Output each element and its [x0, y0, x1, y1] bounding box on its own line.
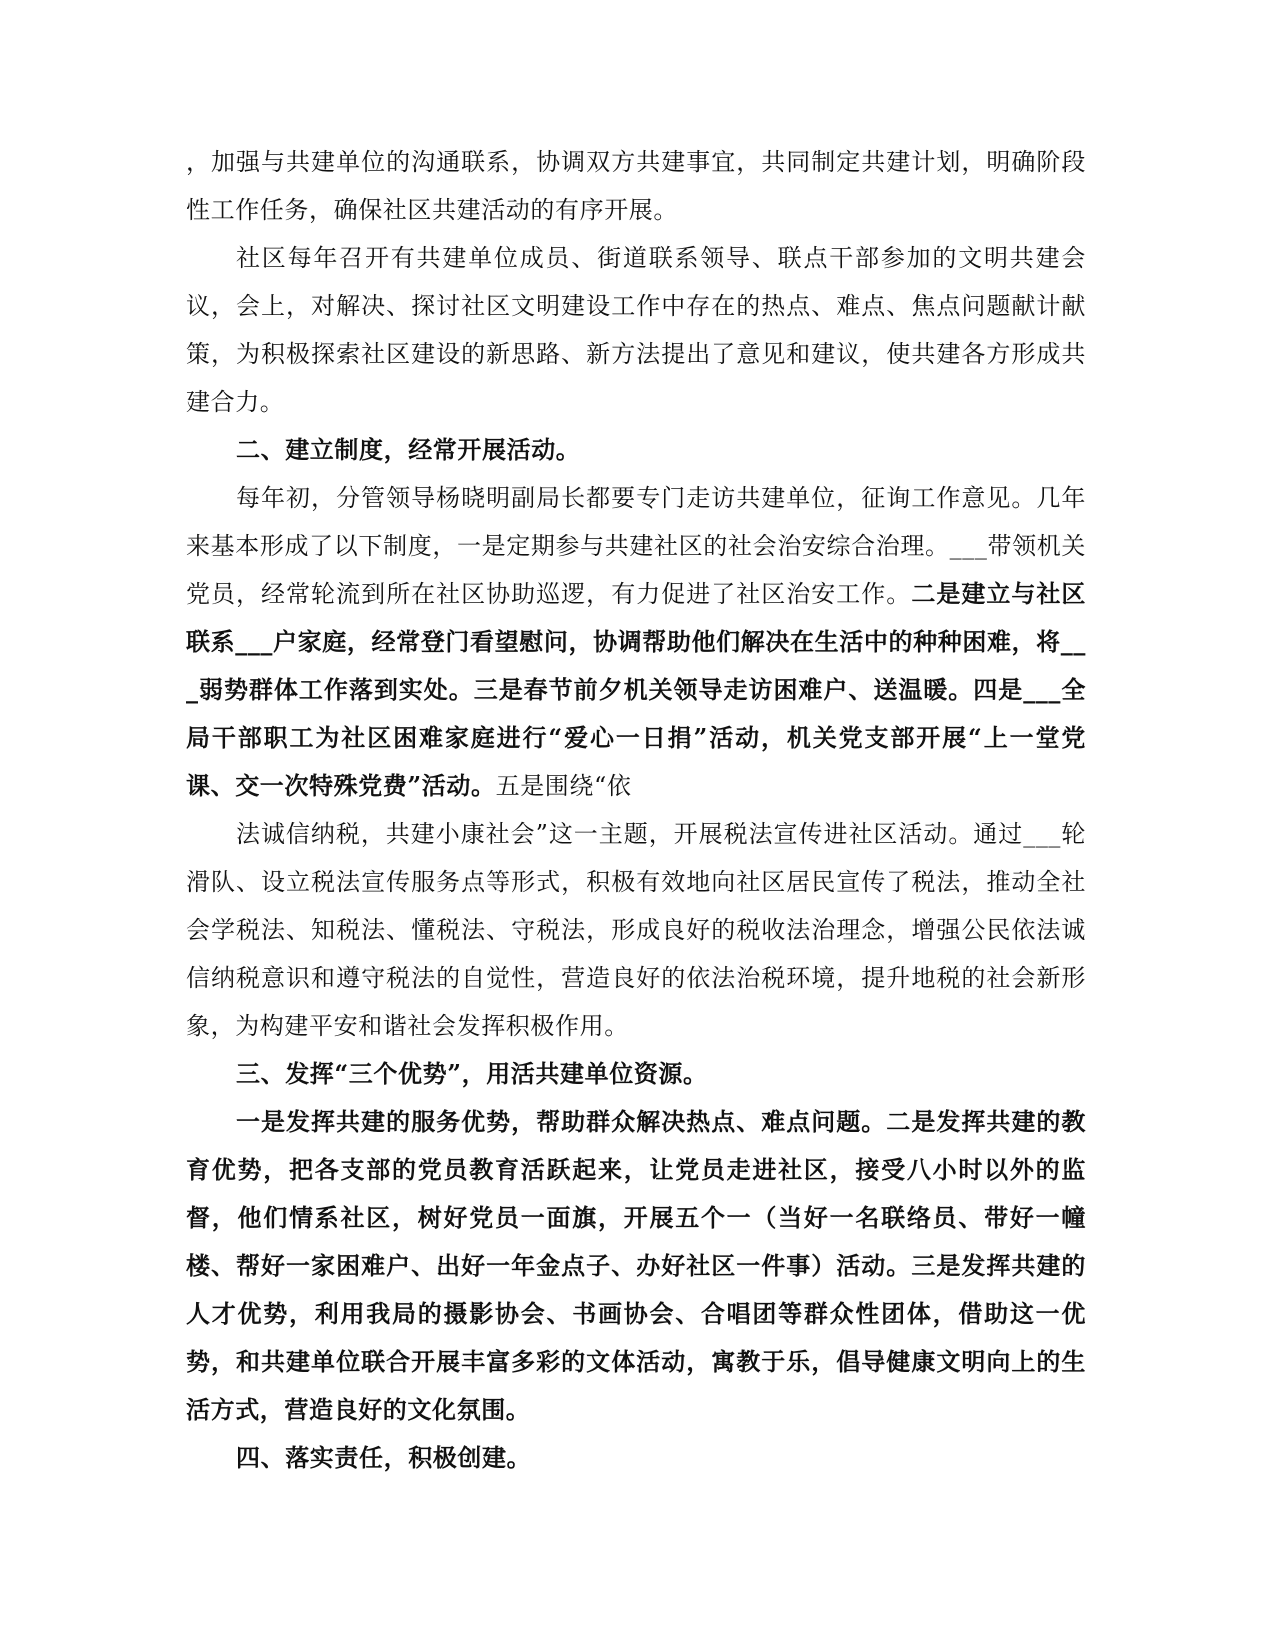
paragraph-annual-meeting: 社区每年召开有共建单位成员、街道联系领导、联点干部参加的文明共建会议，会上，对解决、探讨社区文明建设工作中存在的热点、难点、焦点问题献计献策，为积极探索社区建设的新思路、新方法提出了意见和建议，使共建各方形成共建合力。 — [186, 244, 1086, 416]
section-heading-2: 二、建立制度，经常开展活动。 — [236, 435, 581, 464]
paragraph-coordination: ，加强与共建单位的沟通联系，协调双方共建事宜，共同制定共建计划，明确阶段性工作任务，确保社区共建活动的有序开展。 — [186, 148, 1086, 224]
paragraph-systems-bold-text: 二是建立与社区联系___户家庭，经常登门看望慰问，协调帮助他们解决在生活中的种种困难，将___弱势群体工作落到实处。三是春节前夕机关领导走访困难户、送温暖。四是___全局干部职工为社区困难家庭进行“爱心一日捐”活动，机关党支部开展“上一堂党课、交一次特殊党费”活动。 — [186, 579, 1086, 800]
paragraph-tax-promotion: 法诚信纳税，共建小康社会”这一主题，开展税法宣传进社区活动。通过___轮滑队、设立税法宣传服务点等形式，积极有效地向社区居民宣传了税法，推动全社会学税法、知税法、懂税法、守税法，形成良好的税收法治理念，增强公民依法诚信纳税意识和遵守税法的自觉性，营造良好的依法治税环境，提升地税的社会新形象，为构建平安和谐社会发挥积极作用。 — [186, 820, 1086, 1040]
paragraph-systems-text: 每年初，分管领导杨晓明副局长都要专门走访共建单位，征询工作意见。几年来基本形成了以下制度，一是定期参与共建社区的社会治安综合治理。___带领机关党员，经常轮流到所在社区协助巡逻，有力促进了社区治安工作。 — [186, 484, 1086, 608]
section-heading-4: 四、落实责任，积极创建。 — [236, 1443, 532, 1472]
paragraph-systems — [186, 474, 1086, 810]
section-heading-3: 三、发挥“三个优势”，用活共建单位资源。 — [236, 1059, 708, 1088]
paragraph-three-advantages: 一是发挥共建的服务优势，帮助群众解决热点、难点问题。二是发挥共建的教育优势，把各支部的党员教育活跃起来，让党员走进社区，接受八小时以外的监督，他们情系社区，树好党员一面旗，开展五个一（当好一名联络员、带好一幢楼、帮好一家困难户、出好一年金点子、办好社区一件事）活动。三是发挥共建的人才优势，利用我局的摄影协会、书画协会、合唱团等群众性团体，借助这一优势，和共建单位联合开展丰富多彩的文体活动，寓教于乐，倡导健康文明向上的生活方式，营造良好的文化氛围。 — [186, 1107, 1086, 1424]
paragraph-systems-tail: 五是围绕“依 — [495, 772, 632, 800]
document-page — [186, 138, 1086, 1482]
